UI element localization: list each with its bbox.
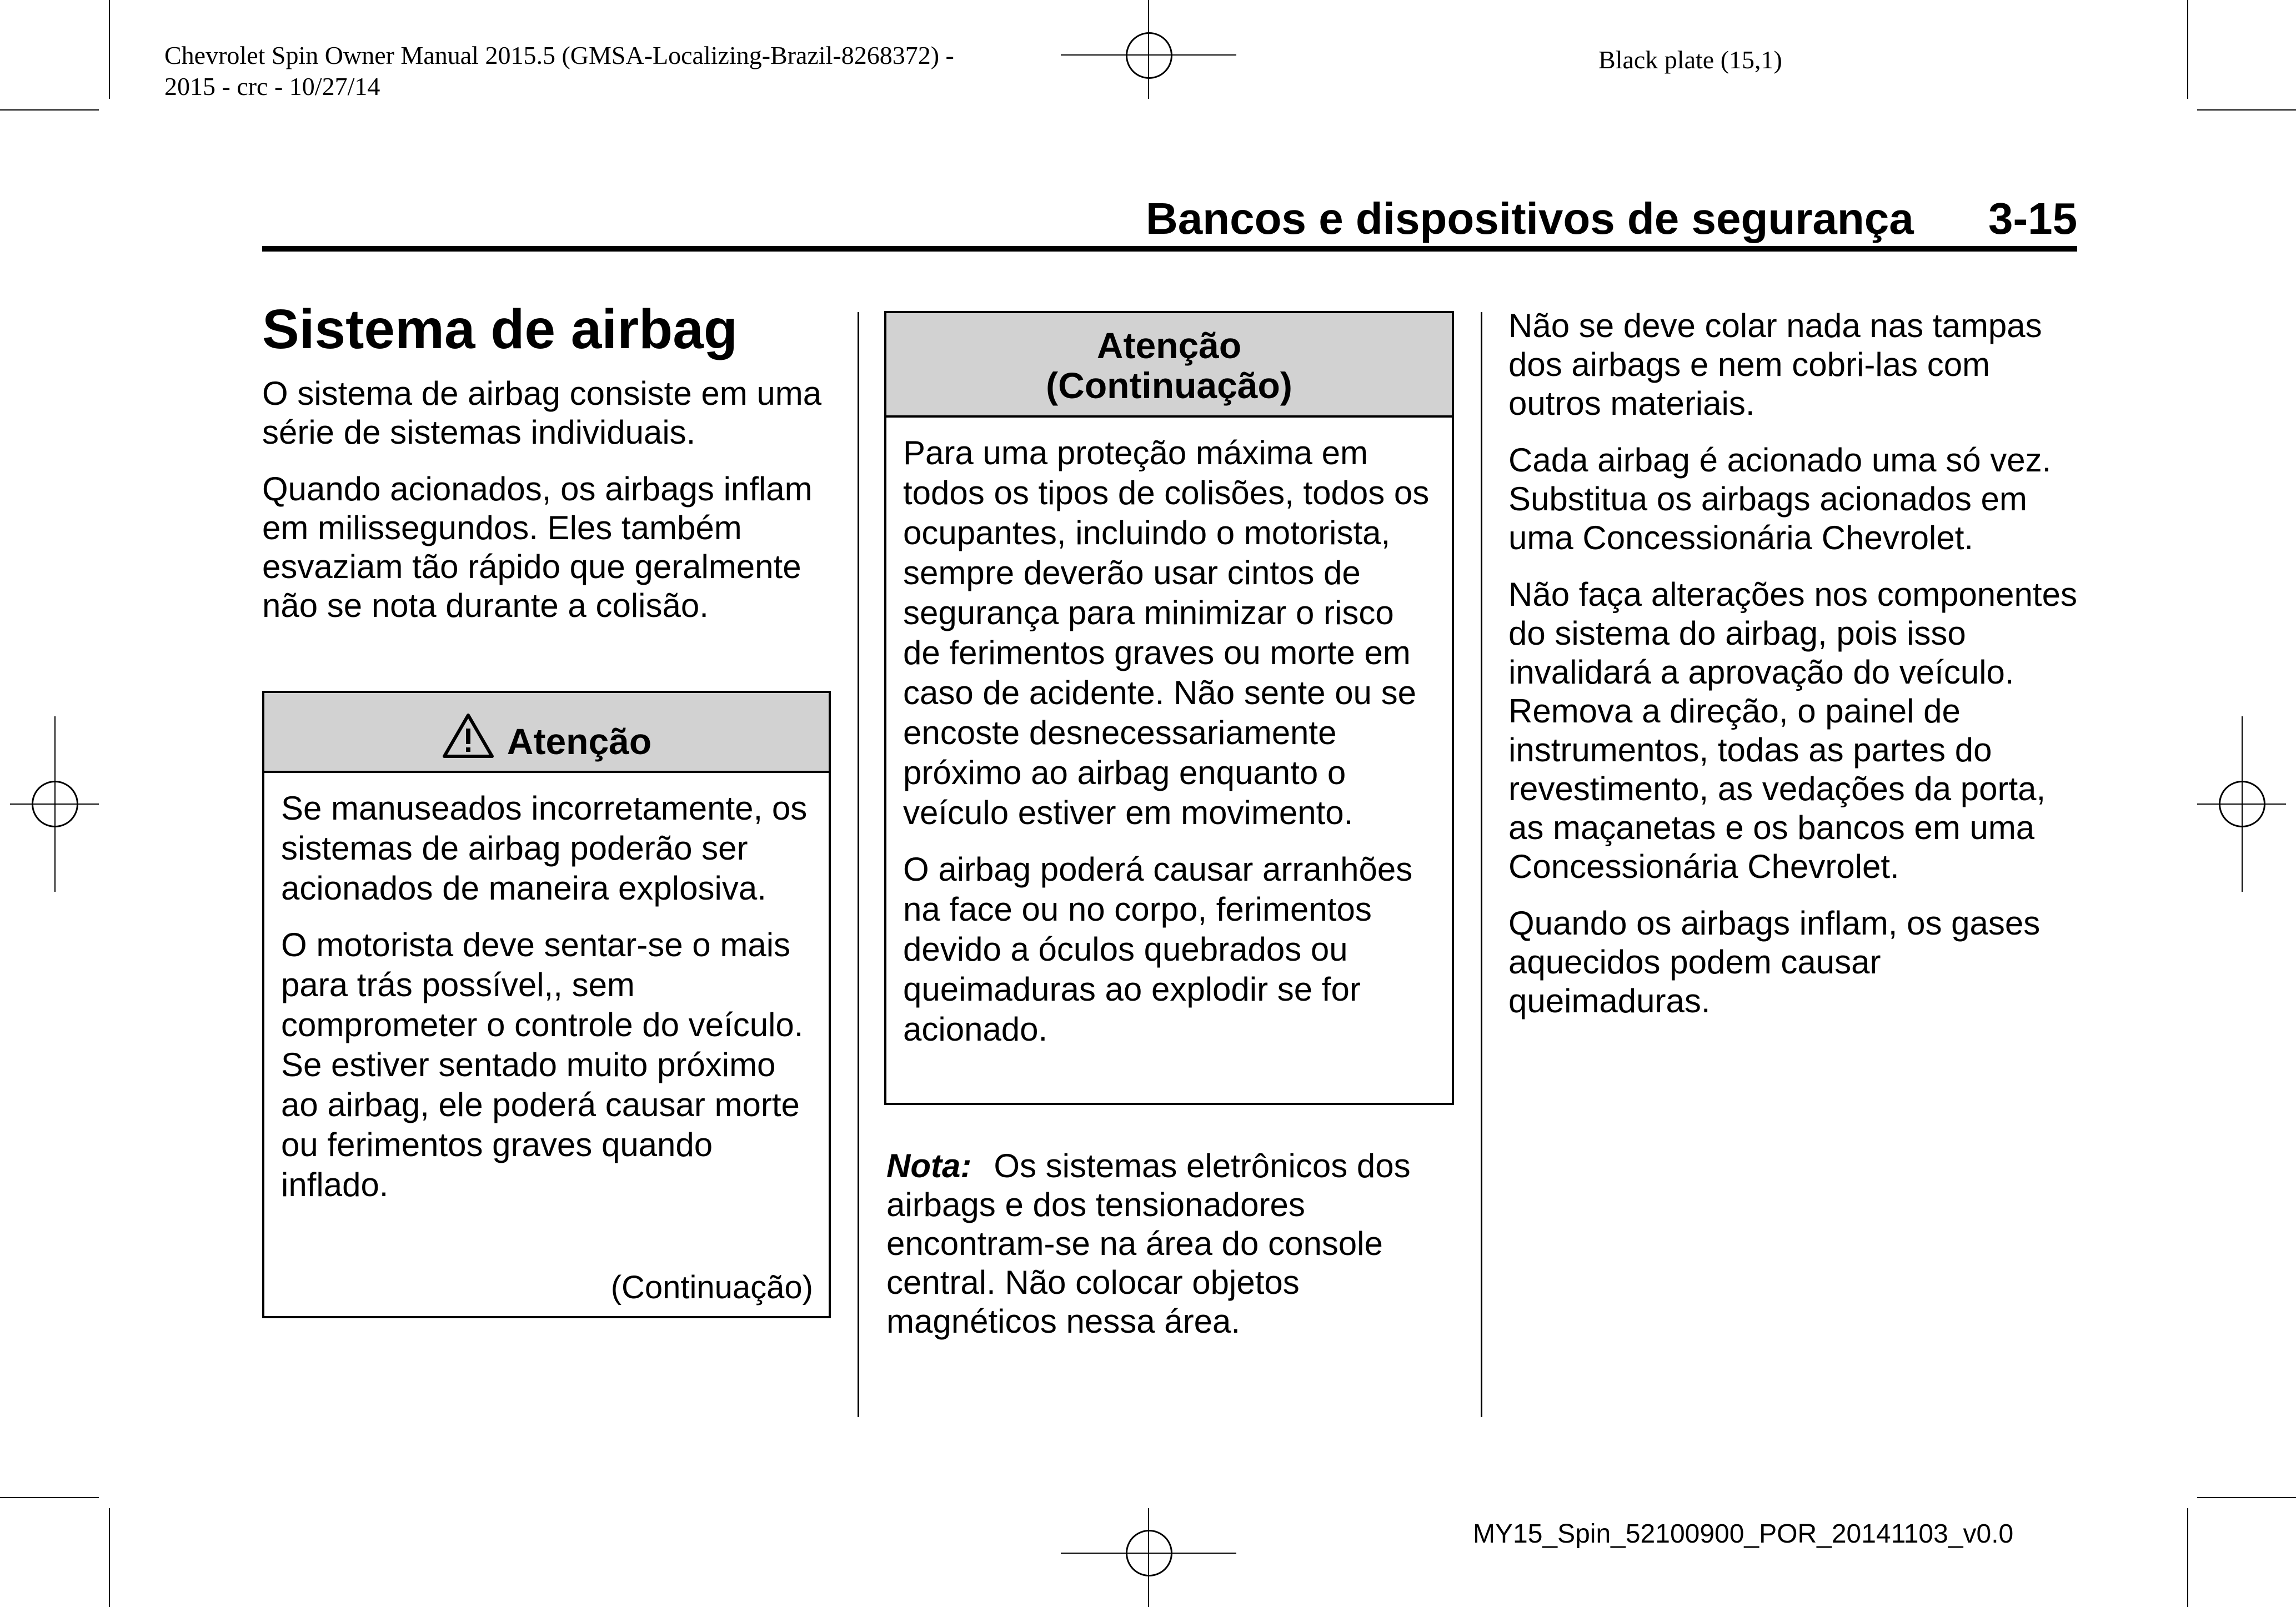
warning-continued-paragraph-2: O airbag poderá causar arranhões na face ou no corpo, ferimentos devido a óculos quebrados ou queimaduras ao explodir se for acionado.: [903, 851, 1413, 1048]
warning-box-2: [884, 311, 1454, 1105]
warning-paragraph-1: Se manuseados incorretamente, os sistemas de airbag poderão ser acionados de maneira explosiva.: [281, 790, 808, 907]
note-label: Nota:: [886, 1147, 972, 1184]
column-divider-1: [858, 312, 859, 1417]
crop-mark-top-right-v: [2187, 0, 2188, 99]
col3-paragraph-4: Quando os airbags inflam, os gases aquecidos podem causar queimaduras.: [1508, 905, 2041, 1020]
warning-continued-header: [886, 313, 1452, 418]
warning-header: [264, 693, 829, 773]
warning-triangle-icon: [442, 712, 495, 760]
page-number: 3-15: [1988, 194, 2078, 243]
note-paragraph: [886, 1147, 1458, 1341]
document-code: MY15_Spin_52100900_POR_20141103_v0.0: [1473, 1519, 2014, 1549]
column-1: [262, 299, 840, 643]
col3-paragraph-3: Não faça alterações nos componentes do sistema do airbag, pois isso invalidará a aprovação do veículo. Remova a direção, o painel de instrumentos, todas as partes do revestimento, as vedações da porta, as maçanetas e os bancos em uma Concessionária Chevrolet.: [1508, 576, 2077, 885]
plate-label: Black plate (15,1): [1598, 46, 1782, 74]
continued-label: (Continuação): [610, 1269, 813, 1305]
warning-continued-body: [886, 418, 1452, 1049]
col3-paragraph-1: Não se deve colar nada nas tampas dos airbags e nem cobri-las com outros materiais.: [1508, 307, 2042, 422]
intro-paragraph-1: O sistema de airbag consiste em uma série de sistemas individuais.: [262, 375, 822, 451]
warning-body: [264, 773, 829, 1205]
slug-line-1: Chevrolet Spin Owner Manual 2015.5 (GMSA-Localizing-Brazil-8268372) -: [164, 41, 954, 69]
crop-mark-bottom-right-v: [2187, 1508, 2188, 1607]
slug-line-2: 2015 - crc - 10/27/14: [164, 72, 380, 101]
print-slug: [164, 40, 954, 102]
crop-mark-bottom-left-v: [109, 1508, 110, 1607]
intro-paragraph-2: Quando acionados, os airbags inflam em milissegundos. Eles também esvaziam tão rápido que geralmente não se nota durante a colisão.: [262, 470, 813, 624]
crop-mark-top-left-v: [109, 0, 110, 99]
warning-continued-paragraph-1: Para uma proteção máxima em todos os tipos de colisões, todos os ocupantes, incluindo o motorista, sempre deverão usar cintos de segurança para minimizar o risco de ferimentos graves ou morte em caso de acidente. Não sente ou se encoste desnecessariamente próximo ao airbag enquanto o veículo estiver em movimento.: [903, 434, 1430, 831]
page-title: Sistema de airbag: [262, 298, 738, 360]
crop-mark-top-right-h: [2197, 109, 2296, 111]
warning-continued-heading-2: (Continuação): [1046, 365, 1292, 406]
header-rule: [262, 246, 2077, 252]
crop-mark-bottom-right-h: [2197, 1497, 2296, 1498]
crop-mark-top-left-h: [0, 109, 99, 111]
note-text: Os sistemas eletrônicos dos airbags e dos tensionadores encontram-se na área do console central. Não colocar objetos magnéticos nessa área.: [886, 1147, 1411, 1340]
column-3: [1508, 307, 2086, 1038]
warning-box-1: [262, 691, 831, 1318]
section-heading: Bancos e dispositivos de segurança: [1146, 194, 1914, 243]
crop-mark-bottom-left-h: [0, 1497, 99, 1498]
col3-paragraph-2: Cada airbag é acionado uma só vez. Substitua os airbags acionados em uma Concessionária Chevrolet.: [1508, 441, 2052, 556]
warning-continued-heading-1: Atenção: [1096, 325, 1242, 366]
warning-paragraph-2: O motorista deve sentar-se o mais para trás possível,, sem comprometer o controle do veículo. Se estiver sentado muito próximo ao airbag, ele poderá causar morte ou ferimentos graves quando inflado.: [281, 926, 804, 1203]
column-divider-2: [1481, 312, 1482, 1417]
warning-heading: Atenção: [507, 721, 652, 762]
